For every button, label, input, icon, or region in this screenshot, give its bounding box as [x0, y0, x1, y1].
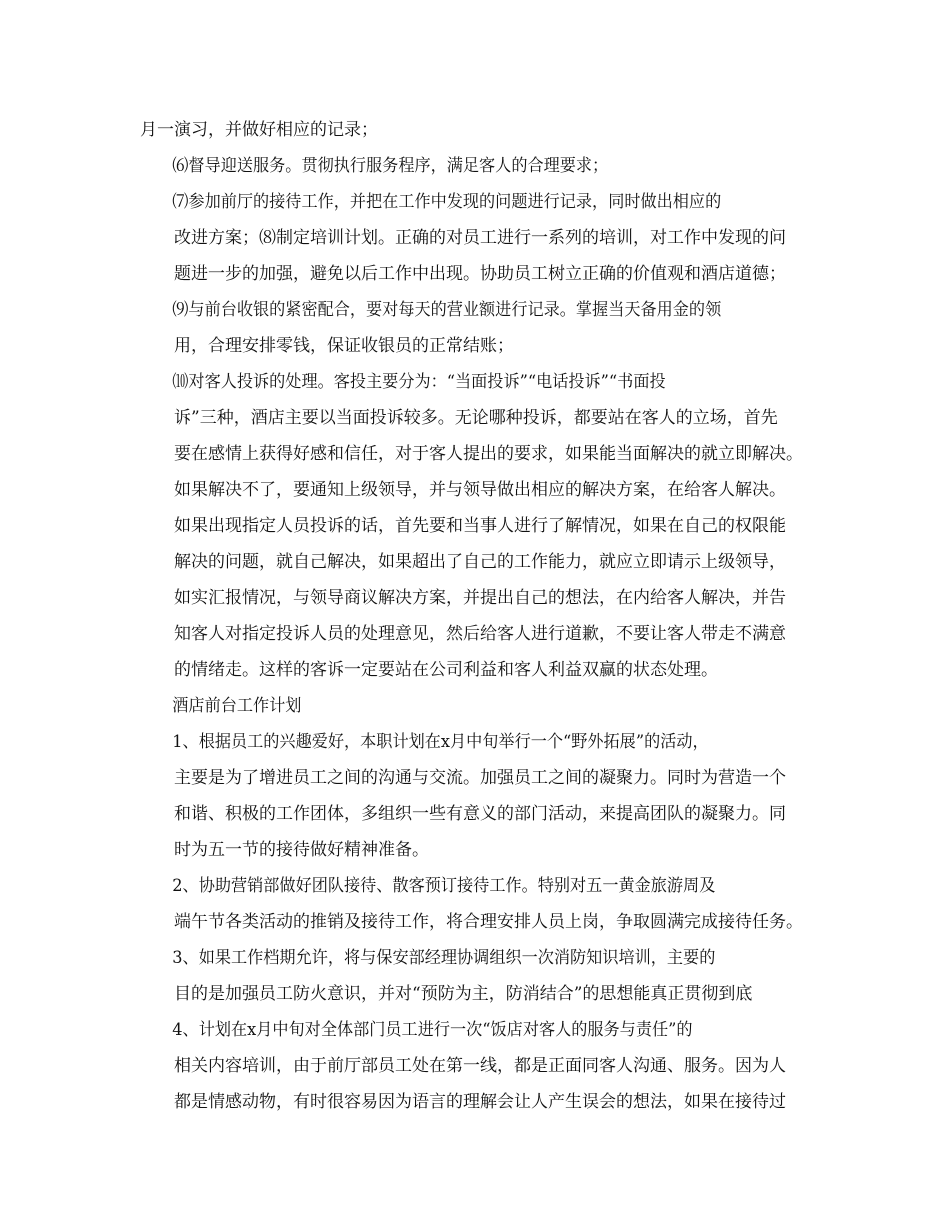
paragraph: [140, 148, 816, 184]
text-line: 用，合理安排零钱，保证收银员的正常结账；: [174, 336, 514, 356]
text-line: ⑽对客人投诉的处理。客投主要分为：“当面投诉”“电话投诉”“书面投: [172, 372, 666, 392]
text-line: 1、根据员工的兴趣爱好，本职计划在x月中旬举行一个“野外拓展”的活动，: [172, 732, 709, 752]
paragraph: [140, 184, 816, 292]
text-line: 如实汇报情况，与领导商议解决方案，并提出自己的想法，在内给客人解决，并告: [174, 588, 786, 608]
text-line: 诉”三种，酒店主要以当面投诉较多。无论哪种投诉，都要站在客人的立场，首先: [174, 408, 778, 428]
text-line: 3、如果工作档期允许，将与保安部经理协调组织一次消防知识培训，主要的: [172, 948, 716, 968]
text-line: ⑼与前台收银的紧密配合，要对每天的营业额进行记录。掌握当天备用金的领: [172, 300, 722, 320]
text-line: 月一演习，并做好相应的记录；: [140, 120, 378, 140]
text-line: 改进方案；⑻制定培训计划。正确的对员工进行一系列的培训，对工作中发现的问: [174, 228, 786, 248]
paragraph: [140, 292, 816, 364]
text-line: ⑹督导迎送服务。贯彻执行服务程序，满足客人的合理要求；: [172, 156, 609, 176]
text-line: ⑺参加前厅的接待工作，并把在工作中发现的问题进行记录，同时做出相应的: [172, 192, 722, 212]
text-line: 端午节各类活动的推销及接待工作，将合理安排人员上岗，争取圆满完成接待任务。: [174, 912, 803, 932]
text-line: 知客人对指定投诉人员的处理意见，然后给客人进行道歉，不要让客人带走不满意: [174, 624, 786, 644]
text-line: 目的是加强员工防火意识，并对“预防为主，防消结合”的思想能真正贯彻到底: [174, 984, 753, 1004]
paragraph: [140, 940, 816, 1012]
text-line: 都是情感动物，有时很容易因为语言的理解会让人产生误会的想法，如果在接待过: [174, 1092, 786, 1112]
paragraph: [140, 868, 816, 940]
text-line: 如果解决不了，要通知上级领导，并与领导做出相应的解决方案，在给客人解决。: [174, 480, 786, 500]
text-line: 如果出现指定人员投诉的话，首先要和当事人进行了解情况，如果在自己的权限能: [174, 516, 786, 536]
text-line: 酒店前台工作计划: [172, 696, 302, 716]
text-line: 时为五一节的接待做好精神准备。: [174, 840, 429, 860]
text-line: 和谐、积极的工作团体，多组织一些有意义的部门活动，来提高团队的凝聚力。同: [174, 804, 786, 824]
text-line: 解决的问题，就自己解决，如果超出了自己的工作能力，就应立即请示上级领导，: [174, 552, 786, 572]
text-line: 要在感情上获得好感和信任，对于客人提出的要求，如果能当面解决的就立即解决。: [174, 444, 803, 464]
paragraph: [140, 688, 816, 724]
text-line: 2、协助营销部做好团队接待、散客预订接待工作。特别对五一黄金旅游周及: [172, 876, 716, 896]
paragraph: [140, 724, 816, 868]
paragraph: [140, 364, 816, 688]
text-line: 4、计划在x月中旬对全体部门员工进行一次“饭店对客人的服务与责任”的: [172, 1020, 693, 1040]
text-line: 题进一步的加强，避免以后工作中出现。协助员工树立正确的价值观和酒店道德；: [174, 264, 786, 284]
text-line: 相关内容培训，由于前厅部员工处在第一线，都是正面同客人沟通、服务。因为人: [174, 1056, 786, 1076]
document-page: [140, 112, 816, 1120]
paragraph: [140, 1012, 816, 1120]
text-line: 主要是为了增进员工之间的沟通与交流。加强员工之间的凝聚力。同时为营造一个: [174, 768, 786, 788]
text-line: 的情绪走。这样的客诉一定要站在公司利益和客人利益双赢的状态处理。: [174, 660, 718, 680]
paragraph: [140, 112, 816, 148]
